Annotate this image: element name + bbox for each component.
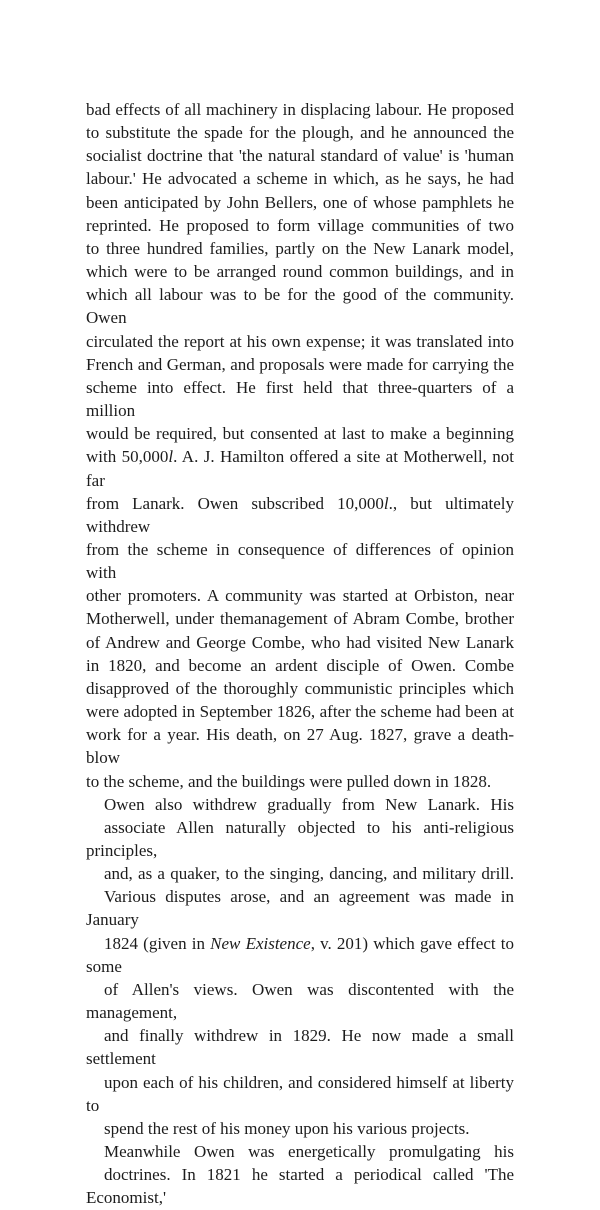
text-line: Motherwell, under themanagement of Abram Combe, brother xyxy=(86,609,514,629)
paragraph xyxy=(86,98,514,793)
text-line: Owen also withdrew gradually from New Lanark. His xyxy=(104,794,514,814)
text-line: to the scheme, and the buildings were pulled down in 1828. xyxy=(86,771,492,791)
text-line: which all labour was to be for the good of the community. Owen xyxy=(86,285,514,328)
text-line: associate Allen naturally objected to his anti-religious principles, xyxy=(86,817,514,860)
page-text xyxy=(86,98,514,1210)
text-line: spend the rest of his money upon his various projects. xyxy=(104,1118,470,1138)
text-line: of Andrew and George Combe, who had visited New Lanark xyxy=(86,632,514,652)
text-line: would be required, but consented at last to make a beginning xyxy=(86,424,514,444)
text-line: upon each of his children, and considered himself at liberty to xyxy=(86,1072,514,1115)
text-line: work for a year. His death, on 27 Aug. 1827, grave a death-blow xyxy=(86,725,514,768)
text-line: and finally withdrew in 1829. He now made a small settlement xyxy=(86,1026,514,1069)
text-line: bad effects of all machinery in displacing labour. He proposed xyxy=(86,100,514,119)
text-line: which were to be arranged round common buildings, and in xyxy=(86,262,514,282)
text-line: been anticipated by John Bellers, one of whose pamphlets he xyxy=(86,192,514,212)
text-line: French and German, and proposals were made for carrying the xyxy=(86,354,514,374)
text-line: scheme into effect. He first held that three-quarters of a million xyxy=(86,377,514,421)
text-line: to three hundred families, partly on the New Lanark model, xyxy=(86,238,514,258)
text-line: circulated the report at his own expense; it was translated into xyxy=(86,331,514,351)
text-line: from the scheme in consequence of differences of opinion with xyxy=(86,539,514,583)
text-line: Meanwhile Owen was energetically promulgating his xyxy=(104,1142,514,1162)
text-line: with 50,000l. A. J. Hamilton offered a site at Motherwell, not far xyxy=(86,447,514,490)
text-line: and, as a quaker, to the singing, dancing, and military drill. xyxy=(104,864,514,884)
text-line: labour.' He advocated a scheme in which, as he says, he had xyxy=(86,169,514,189)
text-line: disapproved of the thoroughly communistic principles which xyxy=(86,678,514,698)
text-line: Various disputes arose, and an agreement was made in January xyxy=(86,887,514,930)
text-line: 1824 (given in New Existence, v. 201) which gave effect to some xyxy=(86,933,515,976)
text-line: doctrines. In 1821 he started a periodical called 'The Economist,' xyxy=(86,1165,514,1208)
text-line: other promoters. A community was started at Orbiston, near xyxy=(86,586,514,606)
text-line: in 1820, and become an ardent disciple of Owen. Combe xyxy=(86,655,514,675)
text-line: to substitute the spade for the plough, and he announced the xyxy=(86,123,514,143)
text-line: from Lanark. Owen subscribed 10,000l., but ultimately withdrew xyxy=(86,493,514,536)
paragraph xyxy=(86,1140,514,1209)
text-line: socialist doctrine that 'the natural standard of value' is 'human xyxy=(86,146,514,166)
paragraph xyxy=(86,793,514,1140)
text-line: of Allen's views. Owen was discontented with the management, xyxy=(86,979,514,1023)
text-line: were adopted in September 1826, after the scheme had been at xyxy=(86,702,514,722)
text-line: reprinted. He proposed to form village communities of two xyxy=(86,215,514,235)
